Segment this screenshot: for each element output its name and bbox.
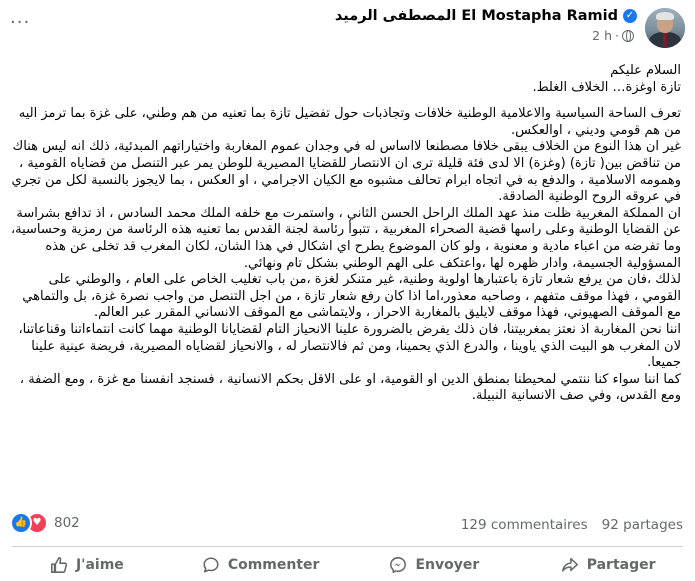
post-stats — [447, 517, 683, 533]
post-paragraph: لذلك ،فان من يرفع شعار تازة باعتبارها اولوية وطنية، غير متنكر لغزة ،من باب تغليب الخاص على العام ، والوطني على القومي ، فهذا موقف متفهم ، وصاحبه معذور،اما اذا كان رفع شعار تازة ، من اجل التنصل من واجب نصرة غزة، بل والتماهي مع الموقف الصهيوني، فهذا موقف لايليق بالمغاربة الاحرار ، ولايتماشى مع الموقف الانساني المقرر عبر العالم. — [22, 272, 681, 321]
post-paragraph: تازة اوغزة… الخلاف الغلط. — [532, 79, 681, 95]
comment-button[interactable] — [174, 550, 348, 580]
verified-badge-icon: ✓ — [623, 9, 637, 23]
reactions-summary[interactable] — [10, 512, 80, 534]
like-button-label: J'aime — [75, 557, 124, 573]
comment-button-label: Commenter — [227, 557, 320, 573]
like-button[interactable] — [0, 550, 174, 580]
reaction-count[interactable]: 802 — [54, 515, 80, 531]
post-body — [8, 63, 681, 405]
divider — [12, 546, 683, 547]
post-paragraph: غير ان هذا النوع من الخلاف يبقى خلافا مصطنعا لااساس له في وجدان عموم المغاربة واختياراتهم المبدئية، ذلك انه ليس هناك من تناقض بين( تازة) (وغزة) الا لدى فئة قليلة ترى ان الانتصار للقضايا المصيرية للوطن يمر عبر التنصل من قضاياه القومية ، وهمومه الاسلامية ، والدفع به في اتجاه ابرام تحالف مشبوه مع الكيان الاجرامي ، او العكس ، بما لايجوز بالنسبة لكل من تجري في عروقه الروح الوطنية الصادقة. — [11, 139, 681, 205]
share-button-label: Partager — [586, 557, 656, 573]
more-options-icon[interactable]: ··· — [10, 12, 31, 33]
thumbs-up-icon — [50, 556, 68, 574]
post-time[interactable]: 2 h — [592, 28, 613, 43]
post-paragraph: اننا نحن المغاربة اذ نعتز بمغربيتنا، فان ذلك يفرض بالضرورة علينا الانحياز التام لقضايانا الوطنية مهما كانت انتماءاتنا وقناعاتنا، لان المغرب هو البيت الذي ياوينا ، والدرع الذي يحمينا، ومن ثم فالانتصار له ، والانحياز لقضاياه المصيرية، فريضة عينية علينا جميعا. — [18, 321, 681, 371]
send-button[interactable] — [348, 550, 522, 580]
send-button-label: Envoyer — [415, 557, 480, 573]
share-arrow-icon — [561, 556, 579, 574]
share-button[interactable] — [521, 550, 695, 580]
post-paragraph: تعرف الساحة السياسية والاعلامية الوطنية خلافات وتجاذبات حول تفضيل تازة بما تعنيه من هم وطني، على غزة بما ترمز اليه من هم قومي وديني ، اوالعكس. — [18, 106, 681, 138]
post-header — [335, 8, 685, 48]
comment-bubble-icon — [202, 556, 220, 574]
shares-count[interactable]: 92 partages — [601, 517, 683, 533]
author-info — [335, 8, 637, 43]
author-name[interactable]: المصطفى الرميد El Mostapha Ramid — [334, 8, 618, 24]
post-paragraph: السلام عليكم — [610, 63, 681, 78]
post-paragraph: ان المملكة المغربية ظلت منذ عهد الملك الراحل الحسن الثاني ، واستمرت مع خلفه الملك محمد السادس ، اذ تدافع بشراسة عن القضايا الوطنية وعلى راسها قضية الصحراء المغربية ، تتبوأ رئاسة لجنة القدس بما تعنيه هذه الرئاسة من رمزية وحساسية، وما تفرضه من اعباء مادية و معنوية ، ولو كان الموضوع يطرح اي اشكال في هذا الشان، لكان المغرب قد تخلى عن هذه المسؤولية الجسيمة، وادار ظهره لها ،واعتكف على الهم الوطني بشكل تام ونهائي. — [10, 205, 681, 271]
comments-count[interactable]: 129 commentaires — [460, 517, 588, 533]
love-icon: ♥ — [26, 512, 48, 534]
post-meta — [592, 28, 637, 43]
post-paragraph: كما اننا سواء كنا ننتمي لمحيطنا بمنطق الدين او القومية، او على الاقل بحكم الانسانية ، فسنجد انفسنا مع غزة ، ومع الضفة ، ومع القدس، وفي صف الانسانية النبيلة. — [19, 371, 681, 404]
like-icon: 👍 — [10, 512, 32, 534]
messenger-icon — [389, 556, 407, 574]
meta-separator: · — [615, 28, 619, 43]
globe-icon — [622, 30, 634, 42]
post-actions — [0, 550, 695, 580]
author-avatar[interactable] — [645, 8, 685, 48]
